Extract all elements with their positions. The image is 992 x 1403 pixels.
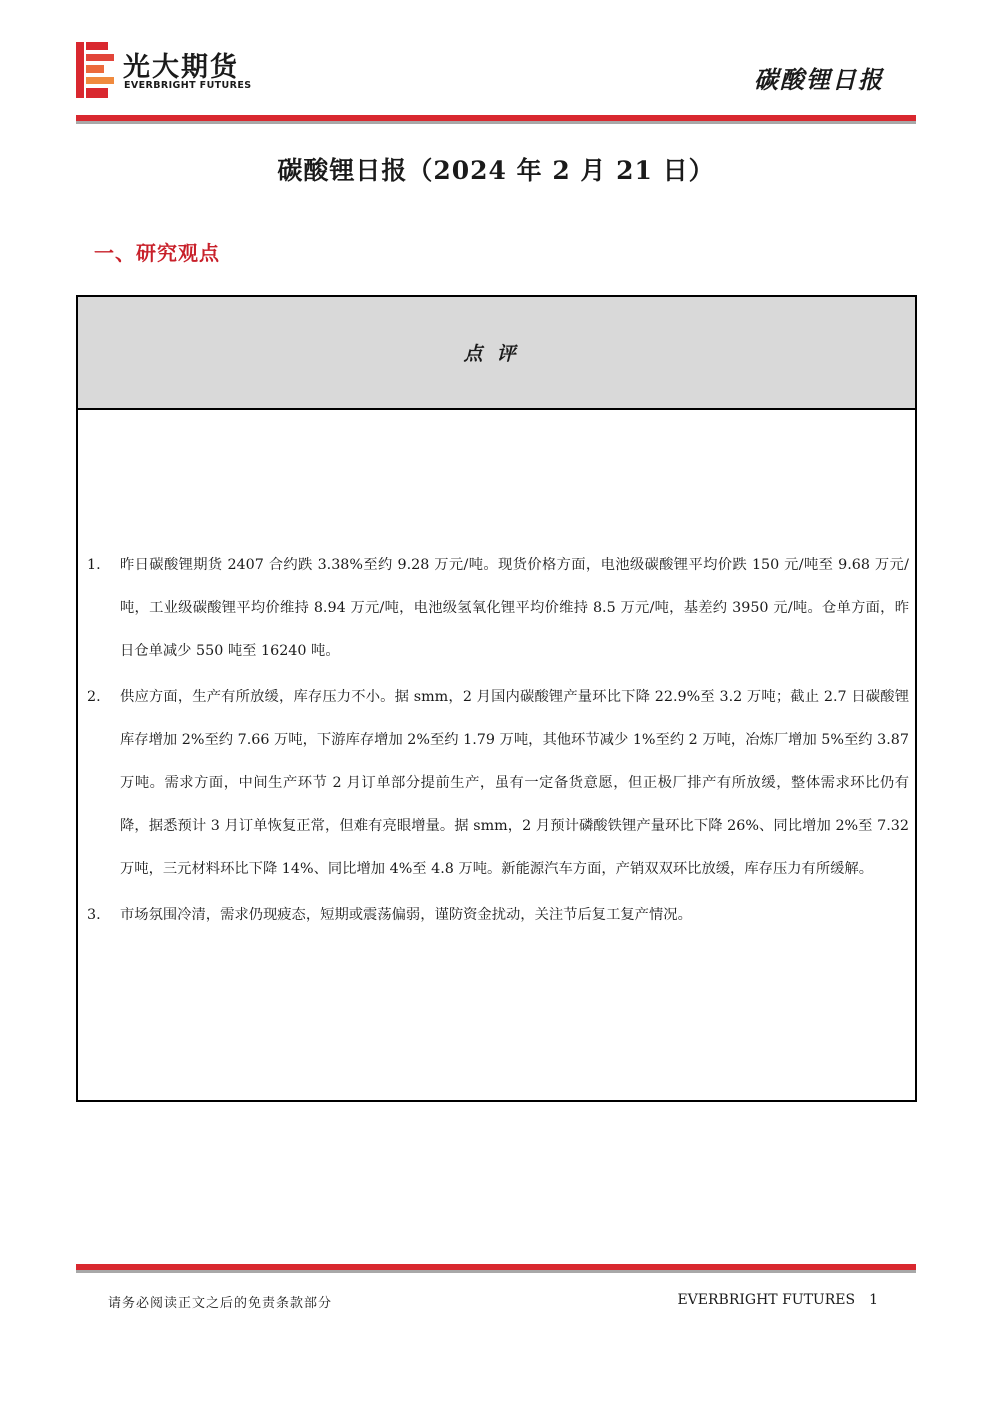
commentary-table: [76, 295, 917, 1102]
section-heading: 一、研究观点: [94, 241, 220, 265]
logo-chinese-name: 光大期货: [123, 52, 239, 83]
document-title: 碳酸锂日报（2024 年 2 月 21 日）: [277, 156, 715, 185]
item-number: 3.: [87, 907, 101, 923]
list-item: [78, 894, 915, 937]
header-divider: [76, 115, 916, 124]
commentary-list: [78, 544, 915, 940]
footer-disclaimer: 请务必阅读正文之后的免责条款部分: [108, 1296, 333, 1311]
item-text: 昨日碳酸锂期货 2407 合约跌 3.38%至约 9.28 万元/吨。现货价格方面，电池级碳酸锂平均价跌 150 元/吨至 9.68 万元/吨，工业级碳酸锂平均价维持 8.94 万元/吨，电池级氢氧化锂平均价维持 8.5 万元/吨，基差约 3950 元/吨。仓单方面，昨日仓单减少 550 吨至 16240 吨。: [120, 557, 909, 659]
company-logo: [76, 42, 296, 98]
item-text: 供应方面，生产有所放缓，库存压力不小。据 smm，2 月国内碳酸锂产量环比下降 22.9%至 3.2 万吨；截止 2.7 日碳酸锂库存增加 2%至约 7.66 万吨，下游库存增加 2%至约 1.79 万吨，其他环节减少 1%至约 2 万吨，冶炼厂增加 5%至约 3.87 万吨。需求方面，中间生产环节 2 月订单部分提前生产，虽有一定备货意愿，但正极厂排产有所放缓，整体需求环比仍有降，据悉预计 3 月订单恢复正常，但难有亮眼增量。据 smm，2 月预计磷酸铁锂产量环比下降 26%、同比增加 2%至 7.32 万吨，三元材料环比下降 14%、同比增加 4%至 4.8 万吨。新能源汽车方面，产销双双环比放缓，库存压力有所缓解。: [120, 689, 909, 877]
footer-divider: [76, 1264, 916, 1273]
report-name: 碳酸锂日报: [754, 66, 884, 94]
logo-english-name: EVERBRIGHT FUTURES: [124, 80, 252, 91]
page-number: 1: [869, 1292, 878, 1308]
item-number: 2.: [87, 689, 101, 705]
list-item: [78, 676, 915, 891]
footer-company: EVERBRIGHT FUTURES: [677, 1292, 856, 1308]
list-item: [78, 544, 915, 673]
everbright-logo-icon: [76, 42, 116, 98]
table-header: 点评: [78, 297, 915, 410]
footer-right: [677, 1292, 878, 1308]
item-number: 1.: [87, 557, 101, 573]
item-text: 市场氛围冷清，需求仍现疲态，短期或震荡偏弱，谨防资金扰动，关注节后复工复产情况。: [120, 907, 692, 923]
